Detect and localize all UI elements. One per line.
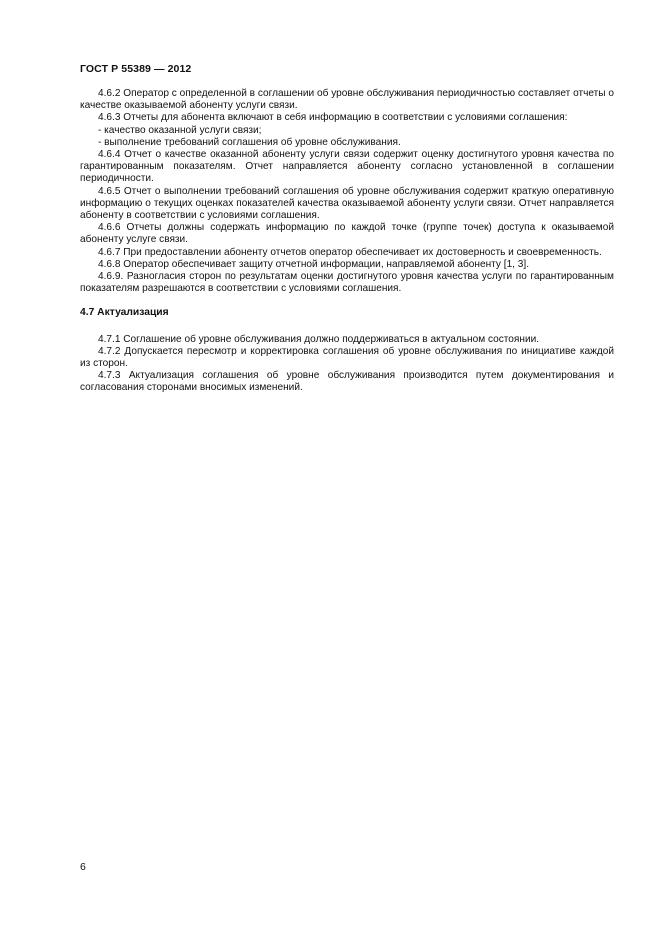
list-item-sla-requirements: - выполнение требований соглашения об уровне обслуживания.	[98, 136, 401, 148]
paragraph-4-6-8: 4.6.8 Оператор обеспечивает защиту отчетной информации, направляемой абоненту [1, 3].	[98, 258, 530, 270]
paragraph-4-6-9: 4.6.9. Разногласия сторон по результатам оценки достигнутого уровня качества услуги по гарантированным показателям разрешаются в соответствии с условиями соглашения.	[80, 271, 614, 295]
document-header: ГОСТ Р 55389 — 2012	[80, 63, 192, 75]
document-body	[80, 88, 614, 395]
paragraph-4-6-7: 4.6.7 При предоставлении абоненту отчетов оператор обеспечивает их достоверность и своевременность.	[98, 246, 602, 258]
paragraph-4-6-3: 4.6.3 Отчеты для абонента включают в себя информацию в соответствии с условиями соглашения:	[98, 112, 568, 124]
paragraph-4-6-2: 4.6.2 Оператор с определенной в соглашении об уровне обслуживания периодичностью составляет отчеты о качестве оказываемой абоненту услуги связи.	[80, 88, 614, 112]
paragraph-4-7-1: 4.7.1 Соглашение об уровне обслуживания должно поддерживаться в актуальном состоянии.	[98, 333, 540, 345]
paragraph-4-6-6: 4.6.6 Отчеты должны содержать информацию по каждой точке (группе точек) доступа к оказываемой абоненту услуге связи.	[80, 222, 614, 246]
section-title-4-7: 4.7 Актуализация	[80, 307, 169, 319]
paragraph-4-6-5: 4.6.5 Отчет о выполнении требований соглашения об уровне обслуживания содержит краткую оперативную информацию о текущих оценках показателей качества оказываемой абоненту услуги связи. Отчет направляется абоненту в соответствии с условиями соглашения.	[80, 185, 614, 222]
paragraph-4-7-2: 4.7.2 Допускается пересмотр и корректировка соглашения об уровне обслуживания по инициативе каждой из сторон.	[80, 345, 614, 370]
paragraph-4-7-3: 4.7.3 Актуализация соглашения об уровне обслуживания производится путем документирования и согласования сторонами вносимых изменений.	[80, 370, 614, 394]
paragraph-4-6-4: 4.6.4 Отчет о качестве оказанной абоненту услуги связи содержит оценку достигнутого уровня качества по гарантированным показателям. Отчет направляется абоненту согласно установленной в соглашении периодичности.	[80, 149, 614, 185]
page-number: 6	[80, 861, 86, 873]
list-item-service-quality: - качество оказанной услуги связи;	[98, 124, 262, 136]
